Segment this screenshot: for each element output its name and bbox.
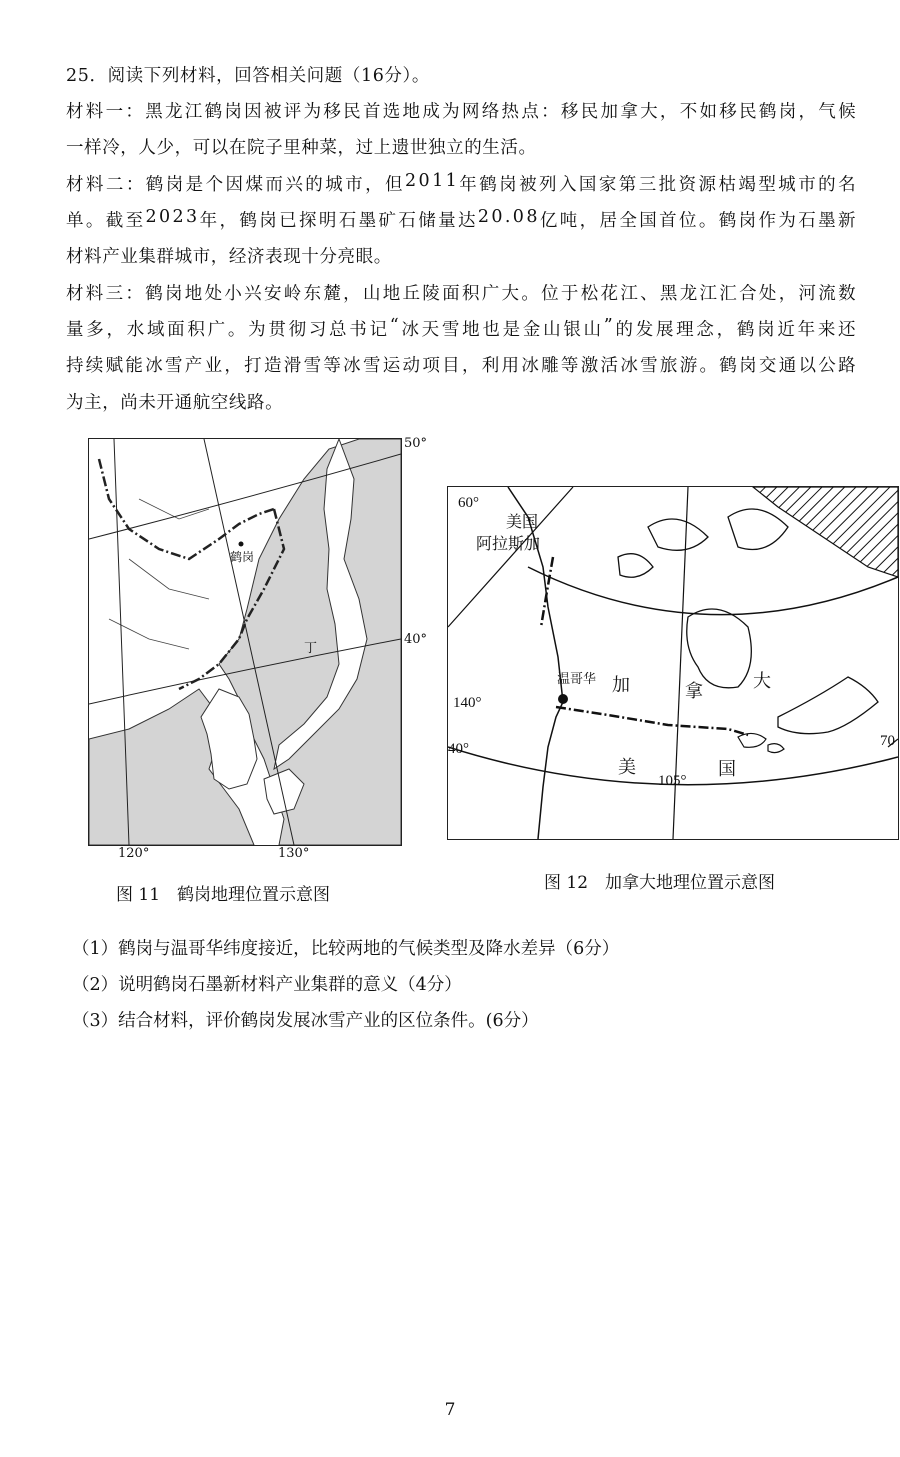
vancouver-dot — [558, 694, 568, 704]
map-hegang — [88, 438, 402, 846]
lon105-label: 105° — [658, 773, 687, 789]
hegang-label: 鹤岗 — [230, 550, 255, 564]
material3-line4: 为主，尚未开通航空线路。 — [66, 393, 284, 413]
material2-line1: 材 料 二 ： 鹤 岗 是 个 因 煤 而 兴 的 城 市 ， 但 2 0 1 1 年 鹤 岗 被 列 入 国 家 第 三 批 资 源 枯 竭 型 城 市 的 名 — [66, 171, 856, 195]
map-hegang-svg — [89, 439, 401, 845]
question-heading: 25．阅读下列材料，回答相关问题（16分）。 — [66, 66, 430, 86]
map12-caption: 图 12 加拿大地理位置示意图 — [544, 873, 776, 893]
material1-line2: 一样冷，人少，可以在院子里种菜，过上遗世独立的生活。 — [66, 138, 537, 158]
sea-label: 丁 — [304, 640, 318, 655]
border-line — [99, 459, 274, 559]
canada-char-2: 拿 — [685, 681, 703, 701]
lat50-label: 50° — [404, 436, 428, 451]
material1-line1: 材 料 一 ： 黑 龙 江 鹤 岗 因 被 评 为 移 民 首 选 地 成 为 网 络 热 点 ： 移 民 加 拿 大 ， 不 如 移 民 鹤 岗 ， 气 候 — [66, 102, 856, 122]
alaska-label: 阿拉斯加 — [476, 536, 541, 553]
page-number: 7 — [444, 1400, 456, 1420]
subquestion-1: （1）鹤岗与温哥华纬度接近，比较两地的气候类型及降水差异（6分） — [72, 939, 620, 959]
vancouver-label: 温哥华 — [557, 671, 597, 686]
lon130-label: 130° — [278, 846, 310, 861]
map11-caption: 图 11 鹤岗地理位置示意图 — [116, 885, 331, 905]
subquestion-2: （2）说明鹤岗石墨新材料产业集群的意义（4分） — [72, 975, 462, 995]
lat40-label: 40° — [404, 632, 428, 647]
canada-char-1: 加 — [612, 675, 630, 695]
map-canada-svg — [448, 487, 898, 839]
material3-line1: 材 料 三 ： 鹤 岗 地 处 小 兴 安 岭 东 麓 ， 山 地 丘 陵 面 积 广 大 。 位 于 松 花 江 、 黑 龙 江 汇 合 处 ， 河 流 数 — [66, 284, 856, 304]
usa-char-2: 国 — [718, 759, 736, 779]
subquestion-3: （3）结合材料，评价鹤岗发展冰雪产业的区位条件。(6分） — [72, 1011, 539, 1031]
lat40-label-12: 40° — [448, 741, 469, 757]
usa-char-1: 美 — [618, 757, 636, 777]
material2-line2: 单 。 截 至 2 0 2 3 年 ， 鹤 岗 已 探 明 石 墨 矿 石 储 量 达 2 0 . 0 8 亿 吨 ， 居 全 国 首 位 。 鹤 岗 作 为 石 墨 新 — [66, 207, 856, 231]
lat60-label: 60° — [458, 495, 479, 511]
material3-line3: 持 续 赋 能 冰 雪 产 业 ， 打 造 滑 雪 等 冰 雪 运 动 项 目 ， 利 用 冰 雕 等 激 活 冰 雪 旅 游 。 鹤 岗 交 通 以 公 路 — [66, 356, 856, 376]
material3-line2: 量 多 ， 水 域 面 积 广 。 为 贯 彻 习 总 书 记 “ 冰 天 雪 地 也 是 金 山 银 山 ” 的 发 展 理 念 ， 鹤 岗 近 年 来 还 — [66, 316, 856, 340]
canada-char-3: 大 — [753, 671, 771, 691]
lon70-label: 70 — [880, 733, 895, 749]
map-canada — [447, 486, 899, 840]
alaska-usa-label: 美国 — [506, 514, 539, 531]
lon140-label: 140° — [453, 695, 482, 711]
lon120-label: 120° — [118, 846, 150, 861]
hegang-dot — [239, 542, 244, 547]
material2-line3: 材料产业集群城市，经济表现十分亮眼。 — [66, 247, 392, 267]
